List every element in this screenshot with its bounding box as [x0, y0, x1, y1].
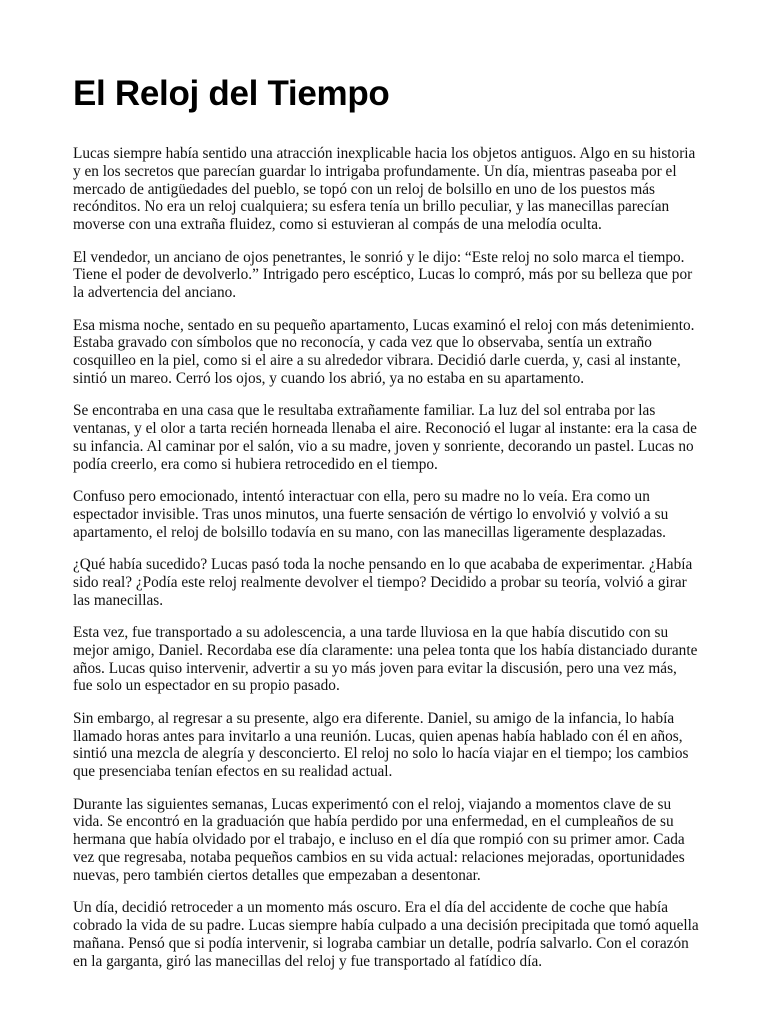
paragraph-9: Durante las siguientes semanas, Lucas experimentó con el reloj, viajando a momentos clave de su vida. Se encontró en la graduación que había perdido por una enfermedad, en el cumpleaños de su hermana que había olvidado por el trabajo, e incluso en el día que rompió con su primer amor. Cada vez que regresaba, notaba pequeños cambios en su vida actual: relaciones mejoradas, oportunidades nuevas, pero también ciertos detalles que empezaban a desentonar. — [73, 795, 685, 884]
paragraph-7: Esta vez, fue transportado a su adolescencia, a una tarde lluviosa en la que había discutido con su mejor amigo, Daniel. Recordaba ese día claramente: una pelea tonta que los había distanciado durante años. Lucas quiso intervenir, advertir a su yo más joven para evitar la discusión, pero una vez más, fue solo un espectador en su propio pasado. — [73, 624, 698, 695]
paragraph-1: Lucas siempre había sentido una atracción inexplicable hacia los objetos antiguos. Algo en su historia y en los secretos que parecían guardar lo intrigaba profundamente. Un día, mientras paseaba por el mercado de antigüedades del pueblo, se topó con un reloj de bolsillo en uno de los puestos más recónditos. No era un reloj cualquiera; su esfera tenía un brillo peculiar, y las manecillas parecían moverse con una extraña fluidez, como si estuvieran al compás de una melodía oculta. — [73, 145, 696, 234]
paragraph-10: Un día, decidió retroceder a un momento más oscuro. Era el día del accidente de coche que había cobrado la vida de su padre. Lucas siempre había culpado a una decisión precipitada que tomó aquella mañana. Pensó que si podía intervenir, si lograba cambiar un detalle, podría salvarlo. Con el corazón en la garganta, giró las manecillas del reloj y fue transportado al fatídico día. — [73, 899, 699, 970]
document-title: El Reloj del Tiempo — [73, 74, 390, 113]
paragraph-8: Sin embargo, al regresar a su presente, algo era diferente. Daniel, su amigo de la infancia, lo había llamado horas antes para invitarlo a una reunión. Lucas, quien apenas había hablado con él en años, sintió una mezcla de alegría y desconcierto. El reloj no solo lo hacía viajar en el tiempo; los cambios que presenciaba tenían efectos en su realidad actual. — [73, 709, 689, 781]
paragraph-3: Esa misma noche, sentado en su pequeño apartamento, Lucas examinó el reloj con más detenimiento. Estaba gravado con símbolos que no reconocía, y cada vez que lo observaba, sentía un extraño cosquilleo en la piel, como si el aire a su alrededor vibrara. Decidió darle cuerda, y, casi al instante, sintió un mareo. Cerró los ojos, y cuando los abrió, ya no estaba en su apartamento. — [73, 316, 695, 387]
paragraph-2: El vendedor, un anciano de ojos penetrantes, le sonrió y le dijo: “Este reloj no solo marca el tiempo. Tiene el poder de devolverlo.” Intrigado pero escéptico, Lucas lo compró, más por su belleza que por la advertencia del anciano. — [73, 248, 693, 302]
paragraph-4: Se encontraba en una casa que le resultaba extrañamente familiar. La luz del sol entraba por las ventanas, y el olor a tarta recién horneada llenaba el aire. Reconoció el lugar al instante: era la casa de su infancia. Al caminar por el salón, vio a su madre, joven y sonriente, decorando un pastel. Lucas no podía creerlo, era como si hubiera retrocedido en el tiempo. — [73, 402, 697, 473]
paragraph-5: Confuso pero emocionado, intentó interactuar con ella, pero su madre no lo veía. Era como un espectador invisible. Tras unos minutos, una fuerte sensación de vértigo lo envolvió y volvió a su apartamento, el reloj de bolsillo todavía en su mano, con las manecillas ligeramente desplazadas. — [73, 488, 669, 541]
paragraph-6: ¿Qué había sucedido? Lucas pasó toda la noche pensando en lo que acababa de experimentar. ¿Había sido real? ¿Podía este reloj realmente devolver el tiempo? Decidido a probar su teoría, volvió a girar las manecillas. — [73, 556, 693, 609]
document-page — [73, 72, 699, 985]
